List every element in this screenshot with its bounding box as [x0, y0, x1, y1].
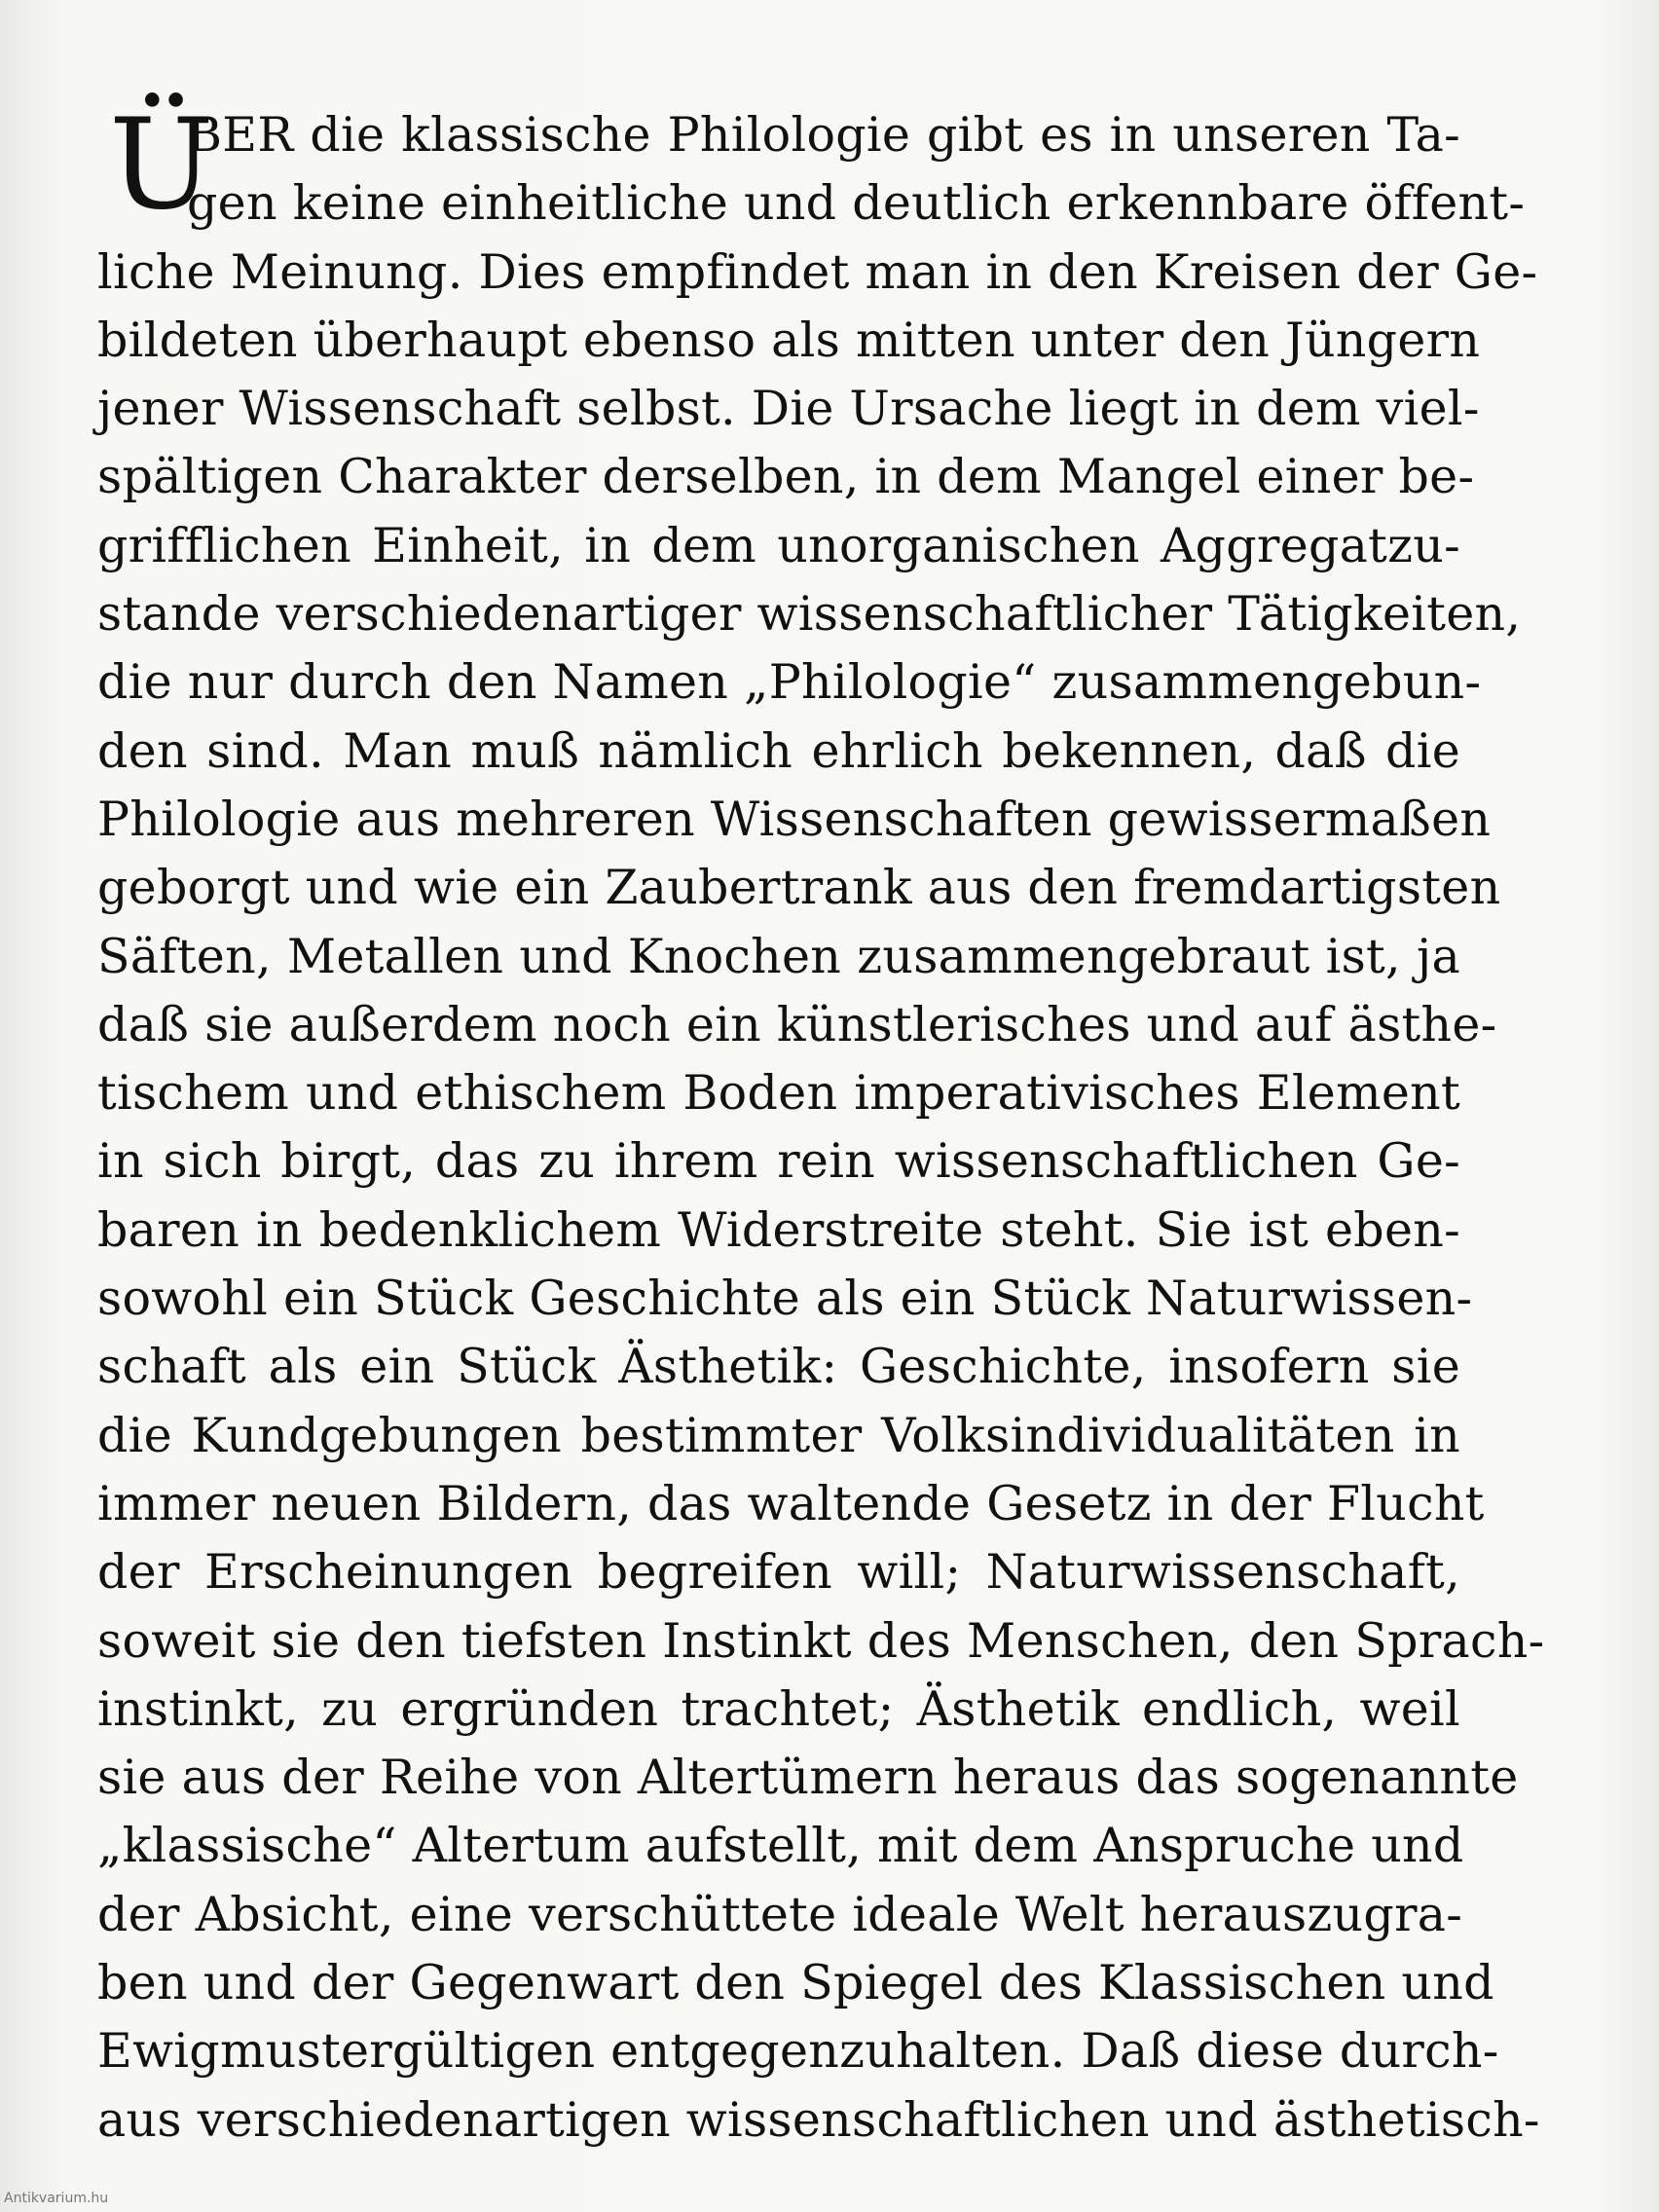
- text-line: ben und der Gegenwart den Spiegel des Klassischen und: [97, 1955, 1494, 2011]
- text-line: Ewigmustergültigen entgegenzuhalten. Daß diese durch-: [97, 2023, 1499, 2080]
- watermark-text: Antikvarium.hu: [4, 2191, 109, 2206]
- text-line: Philologie aus mehreren Wissenschaften gewissermaßen: [97, 791, 1492, 847]
- text-line: spältigen Charakter derselben, in dem Mangel einer be-: [97, 449, 1475, 505]
- text-line: sowohl ein Stück Geschichte als ein Stück Naturwissen-: [97, 1271, 1473, 1327]
- text-line: in sich birgt, das zu ihrem rein wissenschaftlichen Ge-: [97, 1133, 1460, 1190]
- text-line: tischem und ethischem Boden imperativisches Element: [97, 1065, 1460, 1122]
- text-line: BER die klassische Philologie gibt es in unseren Ta-: [187, 107, 1460, 163]
- text-line: die Kundgebungen bestimmter Volksindividualitäten in: [97, 1407, 1460, 1463]
- text-line: soweit sie den tiefsten Instinkt des Menschen, den Sprach-: [97, 1612, 1545, 1669]
- text-line: gen keine einheitliche und deutlich erkennbare öffent-: [187, 175, 1526, 232]
- text-line: Säften, Metallen und Knochen zusammengebraut ist, ja: [97, 928, 1460, 984]
- text-line: baren in bedenklichem Widerstreite steht. Sie ist eben-: [97, 1201, 1460, 1258]
- text-line: sie aus der Reihe von Altertümern heraus das sogenannte: [97, 1750, 1519, 1806]
- text-line: jener Wissenschaft selbst. Die Ursache liegt in dem viel-: [97, 381, 1480, 437]
- text-line: der Absicht, eine verschüttete ideale Welt herauszugra-: [97, 1886, 1463, 1942]
- drop-cap: Ü: [109, 92, 214, 238]
- text-line: die nur durch den Namen „Philologie“ zusammengebun-: [97, 654, 1482, 711]
- text-line: grifflichen Einheit, in dem unorganischen Aggregatzu-: [97, 517, 1460, 573]
- text-line: „klassische“ Altertum aufstellt, mit dem Anspruche und: [97, 1818, 1464, 1874]
- text-line: immer neuen Bildern, das waltende Gesetz in der Flucht: [97, 1475, 1485, 1531]
- text-line: stande verschiedenartiger wissenschaftlicher Tätigkeiten,: [97, 586, 1522, 643]
- text-line: aus verschiedenartigen wissenschaftlichen und ästhetisch-: [97, 2091, 1540, 2148]
- body-text: [97, 92, 1545, 2155]
- text-line: daß sie außerdem noch ein künstlerisches und auf ästhe-: [97, 996, 1497, 1052]
- text-line: liche Meinung. Dies empfindet man in den Kreisen der Ge-: [97, 243, 1538, 300]
- text-line: bildeten überhaupt ebenso als mitten unter den Jüngern: [97, 312, 1481, 368]
- text-line: den sind. Man muß nämlich ehrlich bekennen, daß die: [97, 722, 1460, 779]
- text-line: instinkt, zu ergründen trachtet; Ästhetik endlich, weil: [97, 1680, 1460, 1737]
- text-line: der Erscheinungen begreifen will; Naturwissenschaft,: [97, 1544, 1460, 1601]
- text-line: geborgt und wie ein Zaubertrank aus den fremdartigsten: [97, 860, 1501, 916]
- text-line: schaft als ein Stück Ästhetik: Geschichte, insofern sie: [97, 1339, 1460, 1395]
